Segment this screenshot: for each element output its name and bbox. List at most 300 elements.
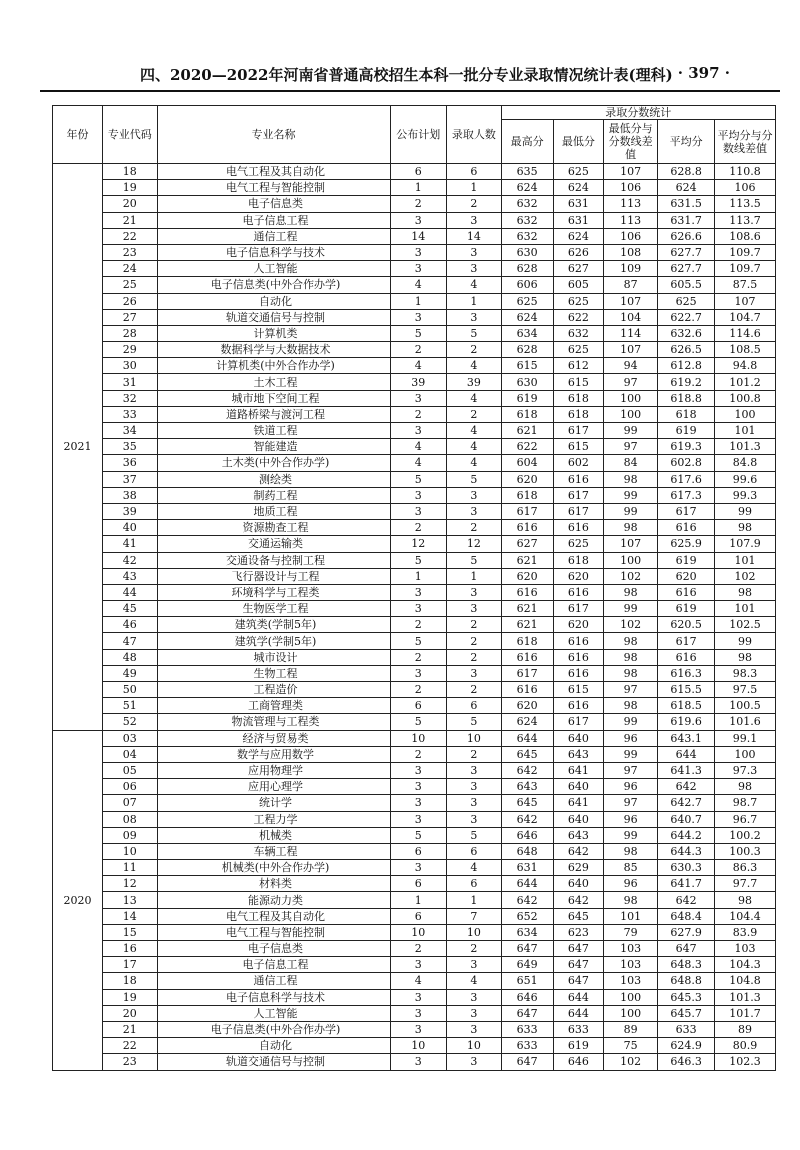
cell-min: 631 xyxy=(553,212,603,228)
cell-max: 621 xyxy=(501,423,553,439)
cell-avg-diff: 86.3 xyxy=(714,860,775,876)
cell-max: 649 xyxy=(501,957,553,973)
cell-plan: 1 xyxy=(390,293,447,309)
cell-max: 632 xyxy=(501,212,553,228)
cell-plan: 10 xyxy=(390,1038,447,1054)
cell-avg: 618 xyxy=(658,406,715,422)
cell-avg: 648.8 xyxy=(658,973,715,989)
cell-avg-diff: 101.6 xyxy=(714,714,775,730)
page-header xyxy=(40,62,730,88)
cell-code: 04 xyxy=(103,746,157,762)
cell-avg-diff: 101.2 xyxy=(714,374,775,390)
cell-name: 电子信息工程 xyxy=(157,957,390,973)
cell-code: 10 xyxy=(103,843,157,859)
cell-avg-diff: 100.8 xyxy=(714,390,775,406)
cell-min: 617 xyxy=(553,601,603,617)
cell-code: 29 xyxy=(103,342,157,358)
cell-min: 632 xyxy=(553,325,603,341)
cell-max: 606 xyxy=(501,277,553,293)
cell-min: 617 xyxy=(553,423,603,439)
cell-code: 30 xyxy=(103,358,157,374)
cell-avg-diff: 108.5 xyxy=(714,342,775,358)
cell-avg-diff: 100.3 xyxy=(714,843,775,859)
cell-admitted: 3 xyxy=(447,244,501,260)
cell-avg: 643.1 xyxy=(658,730,715,746)
cell-min: 618 xyxy=(553,390,603,406)
cell-code: 23 xyxy=(103,1054,157,1070)
cell-plan: 5 xyxy=(390,827,447,843)
table-row xyxy=(53,698,776,714)
cell-admitted: 6 xyxy=(447,876,501,892)
cell-min: 618 xyxy=(553,552,603,568)
cell-avg-diff: 98 xyxy=(714,584,775,600)
cell-admitted: 4 xyxy=(447,390,501,406)
cell-avg-diff: 101 xyxy=(714,601,775,617)
cell-avg-diff: 97.3 xyxy=(714,762,775,778)
cell-avg-diff: 104.4 xyxy=(714,908,775,924)
cell-name: 交通运输类 xyxy=(157,536,390,552)
cell-min-diff: 99 xyxy=(603,714,657,730)
cell-avg-diff: 98 xyxy=(714,779,775,795)
cell-admitted: 2 xyxy=(447,746,501,762)
cell-plan: 3 xyxy=(390,212,447,228)
cell-admitted: 3 xyxy=(447,989,501,1005)
table-row xyxy=(53,795,776,811)
cell-avg: 618.5 xyxy=(658,698,715,714)
cell-avg-diff: 102.5 xyxy=(714,617,775,633)
cell-min: 615 xyxy=(553,374,603,390)
cell-avg: 619.3 xyxy=(658,439,715,455)
cell-admitted: 2 xyxy=(447,633,501,649)
cell-avg-diff: 100.5 xyxy=(714,698,775,714)
cell-plan: 39 xyxy=(390,374,447,390)
cell-admitted: 4 xyxy=(447,358,501,374)
cell-min: 616 xyxy=(553,584,603,600)
cell-avg: 627.7 xyxy=(658,244,715,260)
cell-name: 电子信息类 xyxy=(157,196,390,212)
cell-plan: 3 xyxy=(390,1021,447,1037)
cell-name: 交通设备与控制工程 xyxy=(157,552,390,568)
cell-avg-diff: 98.7 xyxy=(714,795,775,811)
cell-min-diff: 99 xyxy=(603,487,657,503)
cell-name: 工程造价 xyxy=(157,682,390,698)
cell-min-diff: 75 xyxy=(603,1038,657,1054)
cell-min-diff: 113 xyxy=(603,196,657,212)
cell-code: 34 xyxy=(103,423,157,439)
cell-avg-diff: 80.9 xyxy=(714,1038,775,1054)
cell-min: 642 xyxy=(553,843,603,859)
cell-min: 643 xyxy=(553,746,603,762)
table-row xyxy=(53,811,776,827)
cell-avg-diff: 113.5 xyxy=(714,196,775,212)
cell-code: 06 xyxy=(103,779,157,795)
cell-plan: 2 xyxy=(390,406,447,422)
cell-avg-diff: 107.9 xyxy=(714,536,775,552)
table-row xyxy=(53,309,776,325)
table-row xyxy=(53,601,776,617)
cell-min: 626 xyxy=(553,244,603,260)
cell-admitted: 3 xyxy=(447,309,501,325)
cell-admitted: 3 xyxy=(447,795,501,811)
cell-name: 城市设计 xyxy=(157,649,390,665)
table-row xyxy=(53,843,776,859)
cell-avg: 616 xyxy=(658,520,715,536)
cell-min: 617 xyxy=(553,487,603,503)
cell-code: 24 xyxy=(103,261,157,277)
cell-avg-diff: 84.8 xyxy=(714,455,775,471)
cell-admitted: 3 xyxy=(447,584,501,600)
cell-name: 数据科学与大数据技术 xyxy=(157,342,390,358)
cell-name: 材料类 xyxy=(157,876,390,892)
cell-min: 647 xyxy=(553,973,603,989)
cell-avg: 617.3 xyxy=(658,487,715,503)
header-year: 年份 xyxy=(53,106,103,164)
table-row xyxy=(53,989,776,1005)
cell-min: 627 xyxy=(553,261,603,277)
cell-min-diff: 98 xyxy=(603,633,657,649)
cell-max: 651 xyxy=(501,973,553,989)
cell-max: 616 xyxy=(501,520,553,536)
cell-min: 629 xyxy=(553,860,603,876)
cell-max: 622 xyxy=(501,439,553,455)
cell-min: 640 xyxy=(553,876,603,892)
cell-code: 33 xyxy=(103,406,157,422)
cell-avg-diff: 99.1 xyxy=(714,730,775,746)
cell-admitted: 2 xyxy=(447,196,501,212)
cell-name: 机械类 xyxy=(157,827,390,843)
cell-avg: 642.7 xyxy=(658,795,715,811)
cell-plan: 5 xyxy=(390,471,447,487)
cell-avg: 640.7 xyxy=(658,811,715,827)
cell-min-diff: 96 xyxy=(603,779,657,795)
cell-code: 13 xyxy=(103,892,157,908)
cell-admitted: 1 xyxy=(447,293,501,309)
cell-max: 616 xyxy=(501,682,553,698)
cell-plan: 2 xyxy=(390,342,447,358)
cell-code: 45 xyxy=(103,601,157,617)
cell-max: 621 xyxy=(501,552,553,568)
cell-avg-diff: 101.3 xyxy=(714,989,775,1005)
cell-avg: 616.3 xyxy=(658,665,715,681)
table-row xyxy=(53,746,776,762)
cell-admitted: 4 xyxy=(447,860,501,876)
cell-name: 人工智能 xyxy=(157,261,390,277)
cell-min: 644 xyxy=(553,989,603,1005)
cell-min-diff: 101 xyxy=(603,908,657,924)
cell-min: 624 xyxy=(553,180,603,196)
cell-code: 51 xyxy=(103,698,157,714)
table-row xyxy=(53,342,776,358)
year-cell: 2021 xyxy=(53,164,103,731)
cell-avg-diff: 110.8 xyxy=(714,164,775,180)
cell-plan: 3 xyxy=(390,795,447,811)
cell-min: 624 xyxy=(553,228,603,244)
cell-name: 应用物理学 xyxy=(157,762,390,778)
cell-avg: 645.3 xyxy=(658,989,715,1005)
cell-admitted: 4 xyxy=(447,277,501,293)
cell-avg-diff: 89 xyxy=(714,1021,775,1037)
cell-code: 18 xyxy=(103,164,157,180)
cell-plan: 6 xyxy=(390,698,447,714)
cell-plan: 6 xyxy=(390,843,447,859)
cell-code: 46 xyxy=(103,617,157,633)
cell-min-diff: 97 xyxy=(603,374,657,390)
cell-max: 628 xyxy=(501,342,553,358)
cell-avg-diff: 107 xyxy=(714,293,775,309)
cell-code: 20 xyxy=(103,196,157,212)
cell-avg-diff: 106 xyxy=(714,180,775,196)
cell-max: 642 xyxy=(501,811,553,827)
cell-avg: 644.3 xyxy=(658,843,715,859)
cell-avg-diff: 101.7 xyxy=(714,1005,775,1021)
cell-code: 03 xyxy=(103,730,157,746)
table-row xyxy=(53,164,776,180)
cell-avg: 617 xyxy=(658,503,715,519)
cell-admitted: 3 xyxy=(447,212,501,228)
cell-avg: 642 xyxy=(658,779,715,795)
cell-avg: 626.5 xyxy=(658,342,715,358)
cell-min-diff: 98 xyxy=(603,698,657,714)
table-row xyxy=(53,730,776,746)
cell-max: 624 xyxy=(501,714,553,730)
cell-min-diff: 107 xyxy=(603,342,657,358)
cell-plan: 3 xyxy=(390,584,447,600)
table-row xyxy=(53,973,776,989)
cell-avg-diff: 102 xyxy=(714,568,775,584)
cell-plan: 3 xyxy=(390,860,447,876)
cell-avg-diff: 101 xyxy=(714,423,775,439)
cell-avg-diff: 87.5 xyxy=(714,277,775,293)
cell-plan: 3 xyxy=(390,811,447,827)
cell-avg-diff: 104.8 xyxy=(714,973,775,989)
cell-avg: 602.8 xyxy=(658,455,715,471)
cell-min: 625 xyxy=(553,342,603,358)
cell-admitted: 2 xyxy=(447,406,501,422)
cell-min: 641 xyxy=(553,762,603,778)
cell-max: 616 xyxy=(501,584,553,600)
cell-admitted: 5 xyxy=(447,471,501,487)
cell-plan: 3 xyxy=(390,244,447,260)
cell-max: 617 xyxy=(501,665,553,681)
cell-avg-diff: 104.7 xyxy=(714,309,775,325)
cell-avg: 641.3 xyxy=(658,762,715,778)
cell-name: 资源勘查工程 xyxy=(157,520,390,536)
cell-admitted: 10 xyxy=(447,730,501,746)
cell-avg-diff: 96.7 xyxy=(714,811,775,827)
cell-name: 生物医学工程 xyxy=(157,601,390,617)
cell-min: 616 xyxy=(553,649,603,665)
cell-plan: 10 xyxy=(390,924,447,940)
cell-avg: 619.6 xyxy=(658,714,715,730)
cell-max: 652 xyxy=(501,908,553,924)
cell-name: 机械类(中外合作办学) xyxy=(157,860,390,876)
table-row xyxy=(53,568,776,584)
cell-code: 21 xyxy=(103,212,157,228)
table-row xyxy=(53,762,776,778)
cell-name: 通信工程 xyxy=(157,973,390,989)
cell-code: 35 xyxy=(103,439,157,455)
cell-admitted: 4 xyxy=(447,423,501,439)
cell-code: 37 xyxy=(103,471,157,487)
cell-min-diff: 103 xyxy=(603,941,657,957)
cell-name: 建筑类(学制5年) xyxy=(157,617,390,633)
cell-avg-diff: 108.6 xyxy=(714,228,775,244)
cell-max: 617 xyxy=(501,503,553,519)
cell-plan: 3 xyxy=(390,957,447,973)
cell-avg-diff: 98 xyxy=(714,892,775,908)
cell-code: 19 xyxy=(103,989,157,1005)
table-row xyxy=(53,358,776,374)
cell-code: 48 xyxy=(103,649,157,665)
cell-admitted: 3 xyxy=(447,779,501,795)
cell-max: 632 xyxy=(501,196,553,212)
cell-plan: 3 xyxy=(390,989,447,1005)
cell-min-diff: 103 xyxy=(603,957,657,973)
header-min-diff: 最低分与分数线差值 xyxy=(603,120,657,164)
cell-name: 城市地下空间工程 xyxy=(157,390,390,406)
cell-min-diff: 89 xyxy=(603,1021,657,1037)
cell-max: 619 xyxy=(501,390,553,406)
cell-code: 43 xyxy=(103,568,157,584)
cell-min: 618 xyxy=(553,406,603,422)
cell-admitted: 2 xyxy=(447,649,501,665)
cell-plan: 4 xyxy=(390,358,447,374)
table-row xyxy=(53,633,776,649)
cell-admitted: 3 xyxy=(447,762,501,778)
cell-name: 工商管理类 xyxy=(157,698,390,714)
cell-min-diff: 100 xyxy=(603,390,657,406)
table-row xyxy=(53,941,776,957)
cell-min-diff: 98 xyxy=(603,520,657,536)
cell-min: 622 xyxy=(553,309,603,325)
cell-plan: 5 xyxy=(390,325,447,341)
cell-name: 工程力学 xyxy=(157,811,390,827)
cell-max: 604 xyxy=(501,455,553,471)
cell-avg-diff: 98 xyxy=(714,520,775,536)
cell-admitted: 39 xyxy=(447,374,501,390)
cell-name: 电子信息类 xyxy=(157,941,390,957)
cell-max: 644 xyxy=(501,730,553,746)
cell-plan: 12 xyxy=(390,536,447,552)
cell-admitted: 2 xyxy=(447,682,501,698)
cell-code: 15 xyxy=(103,924,157,940)
header-score-stats: 录取分数统计 xyxy=(501,106,775,120)
cell-code: 18 xyxy=(103,973,157,989)
cell-code: 39 xyxy=(103,503,157,519)
cell-plan: 2 xyxy=(390,649,447,665)
cell-avg: 632.6 xyxy=(658,325,715,341)
table-row xyxy=(53,212,776,228)
cell-admitted: 6 xyxy=(447,164,501,180)
cell-min-diff: 100 xyxy=(603,989,657,1005)
cell-min-diff: 99 xyxy=(603,423,657,439)
table-row xyxy=(53,503,776,519)
cell-code: 19 xyxy=(103,180,157,196)
cell-avg: 617 xyxy=(658,633,715,649)
cell-admitted: 12 xyxy=(447,536,501,552)
cell-avg-diff: 109.7 xyxy=(714,261,775,277)
cell-name: 经济与贸易类 xyxy=(157,730,390,746)
cell-min-diff: 108 xyxy=(603,244,657,260)
cell-avg: 646.3 xyxy=(658,1054,715,1070)
cell-avg: 630.3 xyxy=(658,860,715,876)
header-avg-diff: 平均分与分数线差值 xyxy=(714,120,775,164)
table-row xyxy=(53,1054,776,1070)
table-row xyxy=(53,536,776,552)
cell-admitted: 5 xyxy=(447,552,501,568)
cell-admitted: 1 xyxy=(447,892,501,908)
table-row xyxy=(53,293,776,309)
cell-avg-diff: 97.7 xyxy=(714,876,775,892)
cell-plan: 2 xyxy=(390,520,447,536)
cell-max: 624 xyxy=(501,309,553,325)
cell-code: 47 xyxy=(103,633,157,649)
cell-avg: 605.5 xyxy=(658,277,715,293)
cell-plan: 4 xyxy=(390,439,447,455)
cell-max: 643 xyxy=(501,779,553,795)
cell-admitted: 2 xyxy=(447,941,501,957)
cell-min: 625 xyxy=(553,164,603,180)
cell-avg: 648.4 xyxy=(658,908,715,924)
cell-admitted: 3 xyxy=(447,601,501,617)
cell-min-diff: 97 xyxy=(603,762,657,778)
table-row xyxy=(53,584,776,600)
table-row xyxy=(53,325,776,341)
cell-plan: 10 xyxy=(390,730,447,746)
cell-admitted: 6 xyxy=(447,843,501,859)
cell-min-diff: 98 xyxy=(603,584,657,600)
header-major-name: 专业名称 xyxy=(157,106,390,164)
cell-plan: 2 xyxy=(390,746,447,762)
table-row xyxy=(53,1038,776,1054)
cell-avg-diff: 101 xyxy=(714,552,775,568)
cell-code: 42 xyxy=(103,552,157,568)
cell-plan: 1 xyxy=(390,892,447,908)
cell-name: 应用心理学 xyxy=(157,779,390,795)
cell-plan: 5 xyxy=(390,714,447,730)
table-row xyxy=(53,876,776,892)
table-row xyxy=(53,390,776,406)
cell-plan: 3 xyxy=(390,423,447,439)
cell-min: 602 xyxy=(553,455,603,471)
cell-min: 616 xyxy=(553,471,603,487)
cell-min-diff: 96 xyxy=(603,876,657,892)
cell-max: 621 xyxy=(501,617,553,633)
cell-avg: 622.7 xyxy=(658,309,715,325)
cell-name: 计算机类 xyxy=(157,325,390,341)
cell-admitted: 4 xyxy=(447,973,501,989)
cell-max: 634 xyxy=(501,325,553,341)
cell-admitted: 5 xyxy=(447,325,501,341)
cell-code: 08 xyxy=(103,811,157,827)
table-row xyxy=(53,180,776,196)
cell-max: 647 xyxy=(501,1005,553,1021)
cell-avg-diff: 99.3 xyxy=(714,487,775,503)
cell-min-diff: 84 xyxy=(603,455,657,471)
cell-min-diff: 99 xyxy=(603,503,657,519)
cell-avg-diff: 97.5 xyxy=(714,682,775,698)
table-row xyxy=(53,423,776,439)
cell-max: 624 xyxy=(501,180,553,196)
cell-min-diff: 99 xyxy=(603,746,657,762)
cell-avg-diff: 98 xyxy=(714,649,775,665)
cell-avg-diff: 100 xyxy=(714,746,775,762)
cell-min: 615 xyxy=(553,682,603,698)
cell-avg: 619 xyxy=(658,552,715,568)
cell-max: 647 xyxy=(501,1054,553,1070)
cell-avg: 612.8 xyxy=(658,358,715,374)
cell-name: 生物工程 xyxy=(157,665,390,681)
